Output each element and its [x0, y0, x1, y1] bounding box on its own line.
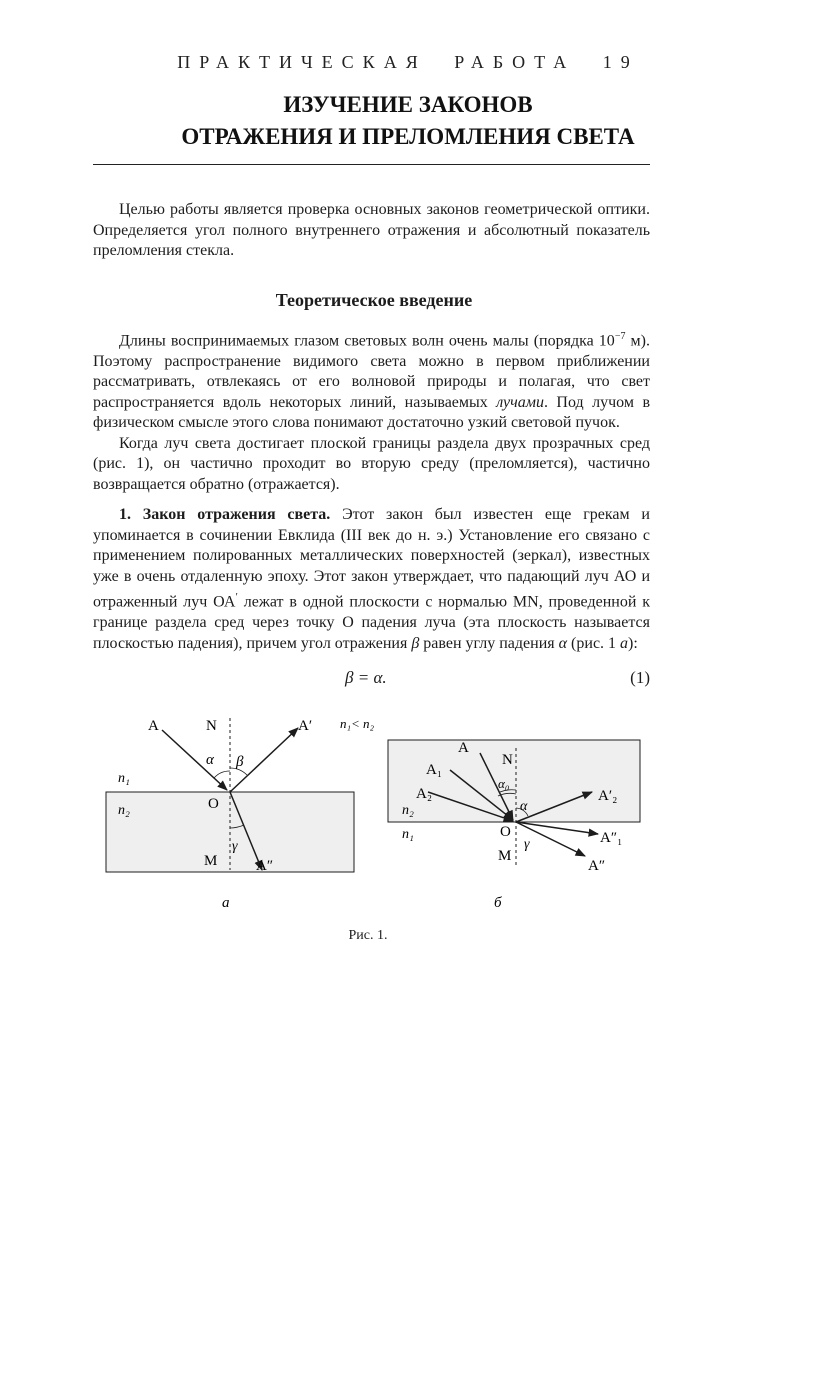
label-gamma: γ [232, 839, 238, 854]
p1-exponent: −7 [614, 331, 626, 342]
p3-a: Этот закон был известен еще грекам и упоминается в сочинении Евклида (III век до н. э.) Установление его связано с применением полированных металлических поверхностей (зеркал), известных уже в очень отдаленную эпоху. Этот закон утверждает, что падающий луч АО и отраженный луч ОА [93, 506, 650, 611]
p3-alpha: α [558, 634, 568, 652]
figure-a-sublabel: а [222, 895, 230, 911]
p3-fig-ref: а [620, 634, 629, 652]
label-A1: A₁ [426, 762, 443, 778]
title-line-2: ОТРАЖЕНИЯ И ПРЕЛОМЛЕНИЯ СВЕТА [181, 124, 635, 149]
label-N: N [502, 752, 513, 768]
label-gamma: γ [524, 837, 530, 852]
p3-prime: ′ [235, 591, 238, 604]
label-n2: n₂ [118, 803, 130, 818]
figure-a [100, 708, 360, 923]
label-alpha: α [520, 799, 528, 814]
label-M: M [204, 853, 218, 869]
page-header: ПРАКТИЧЕСКАЯ РАБОТА 19 [177, 52, 639, 72]
label-beta: β [236, 754, 244, 770]
label-O: O [500, 824, 511, 840]
p3-c: равен углу падения [419, 634, 559, 652]
p3-heading: 1. Закон отражения света. [119, 506, 331, 524]
label-O: O [208, 796, 219, 812]
p1-emphasis: лучами [496, 393, 544, 411]
formula-1 [93, 668, 650, 690]
label-n2: n₂ [402, 803, 414, 818]
formula-equation: β = α. [345, 668, 387, 687]
label-alpha: α [206, 752, 214, 768]
glass-block [388, 740, 640, 822]
section-title: Теоретическое введение [275, 290, 473, 310]
intro-text: Целью работы является проверка основных законов геометрической оптики. Определяется угол полного внутреннего отражения и абсолютный показатель преломления стекла. [93, 201, 650, 259]
label-N: N [206, 718, 217, 734]
figure-b [330, 708, 660, 923]
figure-b-sublabel: б [494, 895, 502, 911]
label-n1: n₁ [118, 771, 130, 786]
p3-e: ): [628, 634, 638, 652]
paragraph-2: Когда луч света достигает плоской границы раздела двух прозрачных сред (рис. 1), он частично проходит во вторую среду (преломляется), частично возвращается обратно (отражается). [93, 434, 650, 493]
label-A: A [458, 740, 469, 756]
label-A-double-prime: A″ [588, 858, 606, 874]
p3-d: (рис. 1 [567, 634, 621, 652]
formula-number: (1) [630, 668, 650, 687]
p1-a: Длины воспринимаемых глазом световых волн очень малы (порядка 10 [119, 332, 615, 350]
label-A2: A₂ [416, 786, 433, 802]
label-M: M [498, 848, 512, 864]
p1-c: . Под лучом в физическом смысле этого слова понимают достаточно узкий световой пучок. [93, 393, 650, 432]
alpha-arc [214, 771, 230, 778]
label-n1: n₁ [402, 827, 414, 842]
label-alpha0: α₀ [498, 776, 510, 791]
figure-caption: Рис. 1. [348, 928, 388, 943]
label-A-prime: A′ [298, 718, 313, 734]
label-A-double-prime: A″ [256, 858, 274, 874]
condition-label: n₁< n₂ [340, 716, 375, 731]
incident-ray [162, 730, 227, 790]
p3-beta: β [411, 634, 420, 652]
label-A1-double-prime: A″₁ [600, 830, 623, 846]
label-A: A [148, 718, 159, 734]
title-rule [93, 164, 650, 165]
label-A2-prime: A′₂ [598, 788, 618, 804]
p1-b: м). Поэтому распространение видимого света можно в первом приближении рассматривать, отвлекаясь от его волновой природы и полагая, что свет распространяется вдоль некоторых линий, называемых [93, 332, 650, 411]
title-line-1: ИЗУЧЕНИЕ ЗАКОНОВ [283, 92, 533, 117]
paragraph-3 [93, 505, 650, 654]
body-text [93, 327, 650, 654]
paragraph-1 [93, 327, 650, 434]
p3-b: лежат в одной плоскости с нормалью MN, проведенной к границе раздела сред через точку О падения луча (эта плоскость называется плоскостью падения), причем угол отражения [93, 593, 650, 652]
intro-paragraph [93, 200, 650, 262]
